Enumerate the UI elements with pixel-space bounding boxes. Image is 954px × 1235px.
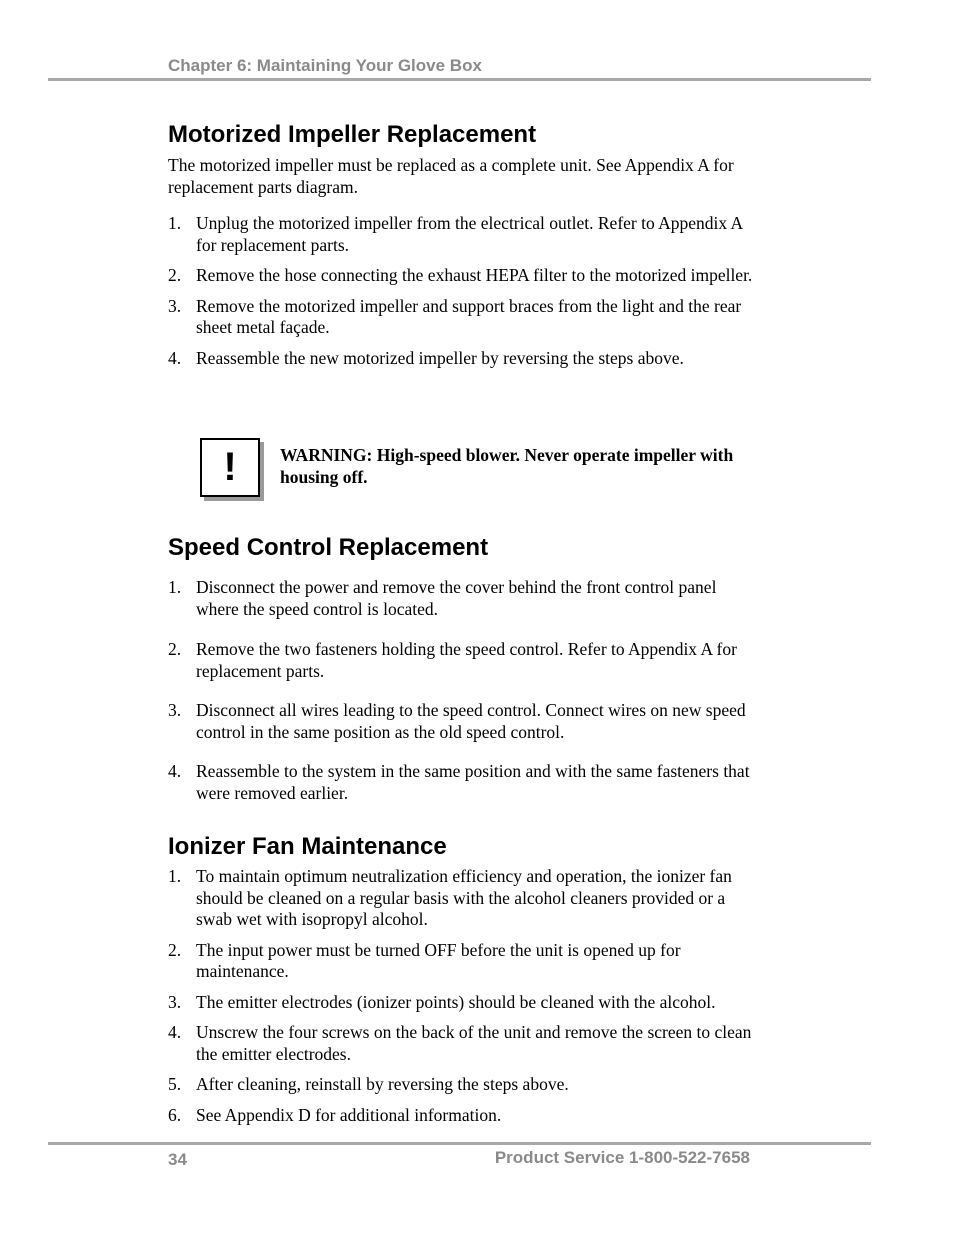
steps-ionizer (168, 866, 758, 1126)
list-item (168, 761, 758, 804)
step-number: 2. (168, 939, 182, 960)
section-title-speed-control: Speed Control Replacement (168, 534, 489, 561)
list-item (168, 940, 758, 983)
warning-symbol: ! (223, 445, 237, 489)
step-text: The input power must be turned OFF before the unit is opened up for maintenance. (196, 939, 681, 981)
step-number: 3. (168, 295, 182, 316)
step-number: 4. (168, 761, 182, 781)
list-item (168, 639, 758, 682)
list-item (168, 1074, 758, 1096)
list-item (168, 348, 758, 370)
product-service-phone: Product Service 1-800-522-7658 (494, 1148, 750, 1167)
list-item (168, 296, 758, 339)
step-text: Disconnect all wires leading to the speed control. Connect wires on new speed control in the same position as the old speed control. (196, 700, 746, 742)
step-text: Reassemble to the system in the same position and with the same fasteners that were removed earlier. (196, 761, 750, 803)
step-text: See Appendix D for additional information. (196, 1104, 502, 1125)
warning-text: WARNING: High-speed blower. Never operate impeller with housing off. (280, 445, 734, 487)
chapter-header: Chapter 6: Maintaining Your Glove Box (168, 56, 482, 75)
step-text: Unscrew the four screws on the back of the unit and remove the screen to clean the emitter electrodes. (196, 1022, 752, 1064)
step-number: 5. (168, 1074, 182, 1094)
step-text: Remove the two fasteners holding the speed control. Refer to Appendix A for replacement parts. (196, 639, 737, 681)
step-text: The emitter electrodes (ionizer points) should be cleaned with the alcohol. (196, 991, 716, 1012)
step-number: 2. (168, 265, 182, 285)
step-number: 1. (168, 866, 182, 886)
step-number: 1. (168, 577, 182, 597)
list-item (168, 1105, 758, 1127)
section-intro-impeller: The motorized impeller must be replaced as a complete unit. See Appendix A for replacement parts diagram. (168, 155, 734, 197)
step-number: 6. (168, 1104, 182, 1125)
step-number: 3. (168, 700, 182, 720)
section-title-ionizer: Ionizer Fan Maintenance (168, 833, 447, 860)
steps-speed-control (168, 577, 758, 804)
list-item (168, 577, 758, 620)
step-number: 3. (168, 991, 182, 1012)
page-number: 34 (168, 1150, 187, 1169)
steps-impeller (168, 213, 758, 369)
step-text: After cleaning, reinstall by reversing the steps above. (196, 1074, 569, 1094)
step-number: 2. (168, 639, 182, 659)
step-number: 1. (168, 213, 182, 233)
step-text: To maintain optimum neutralization efficiency and operation, the ionizer fan should be cleaned on a regular basis with the alcohol cleaners provided or a swab wet with isopropyl alcohol. (196, 866, 732, 929)
exclamation-icon (200, 438, 260, 497)
section-title-impeller: Motorized Impeller Replacement (168, 121, 537, 148)
header-rule (48, 78, 871, 81)
step-text: Reassemble the new motorized impeller by reversing the steps above. (196, 347, 684, 368)
step-number: 4. (168, 1022, 182, 1042)
list-item (168, 265, 758, 287)
step-text: Remove the hose connecting the exhaust HEPA filter to the motorized impeller. (196, 265, 753, 285)
step-number: 4. (168, 347, 182, 368)
footer-rule (48, 1142, 871, 1145)
list-item (168, 992, 758, 1014)
list-item (168, 1022, 758, 1065)
step-text: Remove the motorized impeller and support braces from the light and the rear sheet metal façade. (196, 295, 742, 337)
list-item (168, 700, 758, 743)
list-item (168, 213, 758, 256)
list-item (168, 866, 758, 931)
step-text: Unplug the motorized impeller from the electrical outlet. Refer to Appendix A for replacement parts. (196, 213, 743, 255)
step-text: Disconnect the power and remove the cover behind the front control panel where the speed control is located. (196, 577, 717, 619)
